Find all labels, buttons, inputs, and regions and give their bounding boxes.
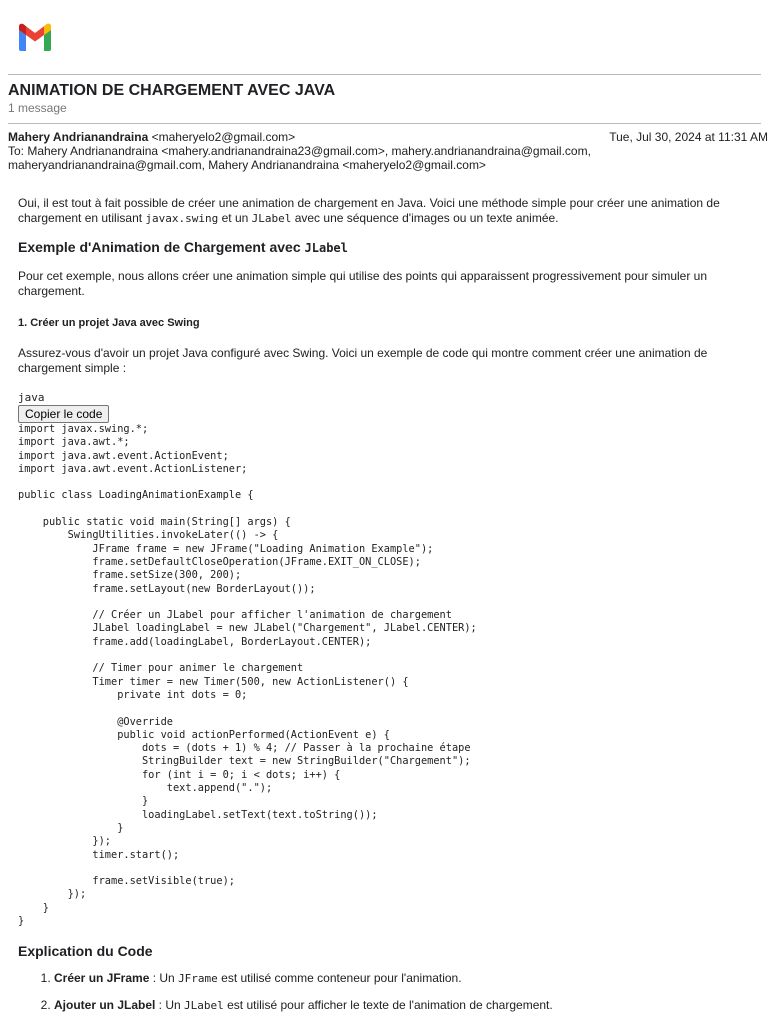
inline-code: JLabel — [251, 212, 292, 225]
code-line: SwingUtilities.invokeLater(() -> { — [18, 529, 279, 542]
code-line: import java.awt.*; — [18, 436, 130, 449]
inline-code: javax.swing — [145, 212, 219, 225]
list-item: 2. Ajouter un JLabel : Un JLabel est utilisé pour afficher le texte de l'animation de chargement. — [54, 998, 733, 1013]
paragraph: Pour cet exemple, nous allons créer une animation simple qui utilise des points qui apparaissent progressivement pour simuler un chargement. — [18, 269, 708, 298]
code-line: // Créer un JLabel pour afficher l'animation de chargement — [18, 609, 452, 622]
copy-code-button[interactable]: Copier le code — [18, 405, 109, 423]
code-line: public class LoadingAnimationExample { — [18, 489, 254, 502]
code-line: frame.setLayout(new BorderLayout()); — [18, 582, 316, 595]
sender-name: Mahery Andrianandraina — [8, 130, 149, 144]
paragraph: Assurez-vous d'avoir un projet Java configuré avec Swing. Voici un exemple de code qui montre comment créer une animation de chargement simple : — [18, 346, 708, 375]
gmail-logo-icon — [16, 22, 54, 52]
header-divider — [8, 123, 761, 124]
code-line: dots = (dots + 1) % 4; // Passer à la prochaine étape — [18, 742, 471, 755]
code-line: frame.setDefaultCloseOperation(JFrame.EXIT_ON_CLOSE); — [18, 555, 421, 568]
sender-line — [8, 130, 295, 144]
code-line: timer.start(); — [18, 848, 180, 861]
list-item: 1. Créer un JFrame : Un JFrame est utilisé comme conteneur pour l'animation. — [54, 971, 733, 986]
code-line: public void actionPerformed(ActionEvent e) { — [18, 728, 390, 741]
code-line: frame.setSize(300, 200); — [18, 569, 242, 582]
recipients-line-2: maheryandrianandraina@gmail.com, Mahery Andrianandraina <maheryelo2@gmail.com> — [8, 158, 486, 172]
section-heading: Explication du Code — [18, 943, 153, 960]
intro-paragraph: Oui, il est tout à fait possible de créer une animation de chargement en Java. Voici une méthode simple pour créer une animation de chargement en utilisant javax.swing et un JLabel avec une séquence d'images ou un texte animée. — [18, 196, 720, 225]
code-line: // Timer pour animer le chargement — [18, 662, 304, 675]
code-line: StringBuilder text = new StringBuilder("Chargement"); — [18, 755, 471, 768]
code-line: } — [18, 901, 49, 914]
code-line: loadingLabel.setText(text.toString()); — [18, 808, 378, 821]
code-line: frame.add(loadingLabel, BorderLayout.CENTER); — [18, 635, 372, 648]
code-line: frame.setVisible(true); — [18, 875, 235, 888]
subsection-heading: 1. Créer un projet Java avec Swing — [18, 317, 200, 329]
code-line: }); — [18, 888, 87, 901]
section-heading: Exemple d'Animation de Chargement avec JLabel — [18, 239, 348, 255]
recipients-line-1: To: Mahery Andrianandraina <mahery.andrianandraina23@gmail.com>, mahery.andrianandraina@gmail.com, — [8, 144, 591, 158]
code-line: JLabel loadingLabel = new JLabel("Chargement", JLabel.CENTER); — [18, 622, 477, 635]
code-line: } — [18, 821, 124, 834]
top-divider — [8, 74, 761, 75]
code-line: @Override — [18, 715, 173, 728]
email-body — [18, 196, 733, 1013]
code-line: private int dots = 0; — [18, 688, 248, 701]
code-line: JFrame frame = new JFrame("Loading Animation Example"); — [18, 542, 434, 555]
code-line: import java.awt.event.ActionEvent; — [18, 449, 229, 462]
code-line: Timer timer = new Timer(500, new ActionListener() { — [18, 675, 409, 688]
code-line: import javax.swing.*; — [18, 423, 149, 435]
code-line: for (int i = 0; i < dots; i++) { — [18, 768, 341, 781]
email-subject: ANIMATION DE CHARGEMENT AVEC JAVA — [8, 82, 336, 99]
code-line: } — [18, 795, 149, 808]
code-block — [18, 423, 733, 928]
code-line: }); — [18, 835, 111, 848]
code-language-label: java — [18, 391, 45, 404]
email-date: Tue, Jul 30, 2024 at 11:31 AM — [609, 130, 768, 144]
code-line: text.append("."); — [18, 782, 273, 795]
code-line: } — [18, 914, 25, 927]
code-line: import java.awt.event.ActionListener; — [18, 462, 248, 475]
sender-email[interactable]: <maheryelo2@gmail.com> — [151, 130, 296, 144]
explanation-list — [18, 971, 733, 1013]
code-line: public static void main(String[] args) { — [18, 516, 291, 529]
message-count: 1 message — [8, 101, 67, 115]
